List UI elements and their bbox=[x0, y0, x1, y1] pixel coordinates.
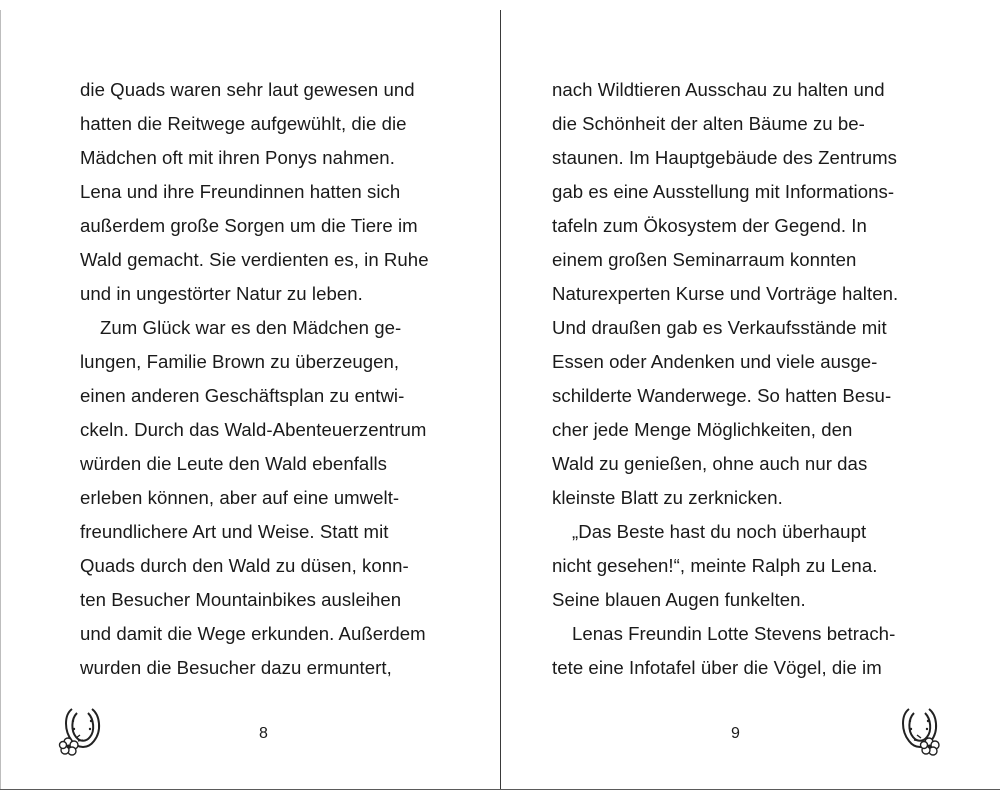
book-gutter bbox=[500, 10, 501, 790]
text-line: freundlichere Art und Weise. Statt mit bbox=[80, 521, 389, 542]
text-line: nach Wildtieren Ausschau zu halten und bbox=[552, 79, 885, 100]
text-line: staunen. Im Hauptgebäude des Zentrums bbox=[552, 147, 898, 168]
text-line: die Schönheit der alten Bäume zu be- bbox=[552, 113, 865, 134]
text-line: Naturexperten Kurse und Vorträge halten. bbox=[552, 283, 899, 304]
text-line: Essen oder Andenken und viele ausge- bbox=[552, 351, 878, 372]
text-line: tete eine Infotafel über die Vögel, die im bbox=[552, 657, 882, 678]
right-page-text bbox=[552, 73, 924, 685]
page-number: 9 bbox=[731, 725, 740, 742]
text-line: einem großen Seminarraum konnten bbox=[552, 249, 857, 270]
text-line: würden die Leute den Wald ebenfalls bbox=[80, 453, 388, 474]
text-line: erleben können, aber auf eine umwelt- bbox=[80, 487, 400, 508]
text-line: schilderte Wanderwege. So hatten Besu- bbox=[552, 385, 892, 406]
text-line: nicht gesehen!“, meinte Ralph zu Lena. bbox=[552, 555, 878, 576]
text-line: Seine blauen Augen funkelten. bbox=[552, 589, 806, 610]
text-line: einen anderen Geschäftsplan zu entwi- bbox=[80, 385, 405, 406]
page-number: 8 bbox=[259, 725, 268, 742]
text-line: Mädchen oft mit ihren Ponys nahmen. bbox=[80, 147, 395, 168]
text-line: Wald zu genießen, ohne auch nur das bbox=[552, 453, 868, 474]
text-line: wurden die Besucher dazu ermuntert, bbox=[80, 657, 392, 678]
bottom-edge bbox=[0, 789, 1000, 790]
text-line: Lenas Freundin Lotte Stevens betrach- bbox=[572, 623, 896, 644]
text-line: außerdem große Sorgen um die Tiere im bbox=[80, 215, 418, 236]
horseshoe-flower-icon bbox=[895, 705, 943, 757]
text-line: Quads durch den Wald zu düsen, konn- bbox=[80, 555, 409, 576]
text-line: Lena und ihre Freundinnen hatten sich bbox=[80, 181, 401, 202]
text-line: tafeln zum Ökosystem der Gegend. In bbox=[552, 215, 867, 236]
text-line: hatten die Reitwege aufgewühlt, die die bbox=[80, 113, 407, 134]
text-line: und in ungestörter Natur zu leben. bbox=[80, 283, 363, 304]
text-line: gab es eine Ausstellung mit Informations- bbox=[552, 181, 895, 202]
text-line: die Quads waren sehr laut gewesen und bbox=[80, 79, 415, 100]
text-line: Wald gemacht. Sie verdienten es, in Ruhe bbox=[80, 249, 429, 270]
text-line: und damit die Wege erkunden. Außerdem bbox=[80, 623, 426, 644]
horseshoe-flower-icon bbox=[58, 705, 106, 757]
text-line: „Das Beste hast du noch überhaupt bbox=[572, 521, 867, 542]
text-line: ten Besucher Mountainbikes ausleihen bbox=[80, 589, 402, 610]
text-line: kleinste Blatt zu zerknicken. bbox=[552, 487, 783, 508]
text-line: Zum Glück war es den Mädchen ge- bbox=[100, 317, 402, 338]
text-line: cher jede Menge Möglichkeiten, den bbox=[552, 419, 853, 440]
text-line: lungen, Familie Brown zu überzeugen, bbox=[80, 351, 400, 372]
left-page-text bbox=[80, 73, 452, 685]
page-edge-left bbox=[0, 10, 1, 790]
text-line: Und draußen gab es Verkaufsstände mit bbox=[552, 317, 887, 338]
text-line: ckeln. Durch das Wald-Abenteuerzentrum bbox=[80, 419, 427, 440]
